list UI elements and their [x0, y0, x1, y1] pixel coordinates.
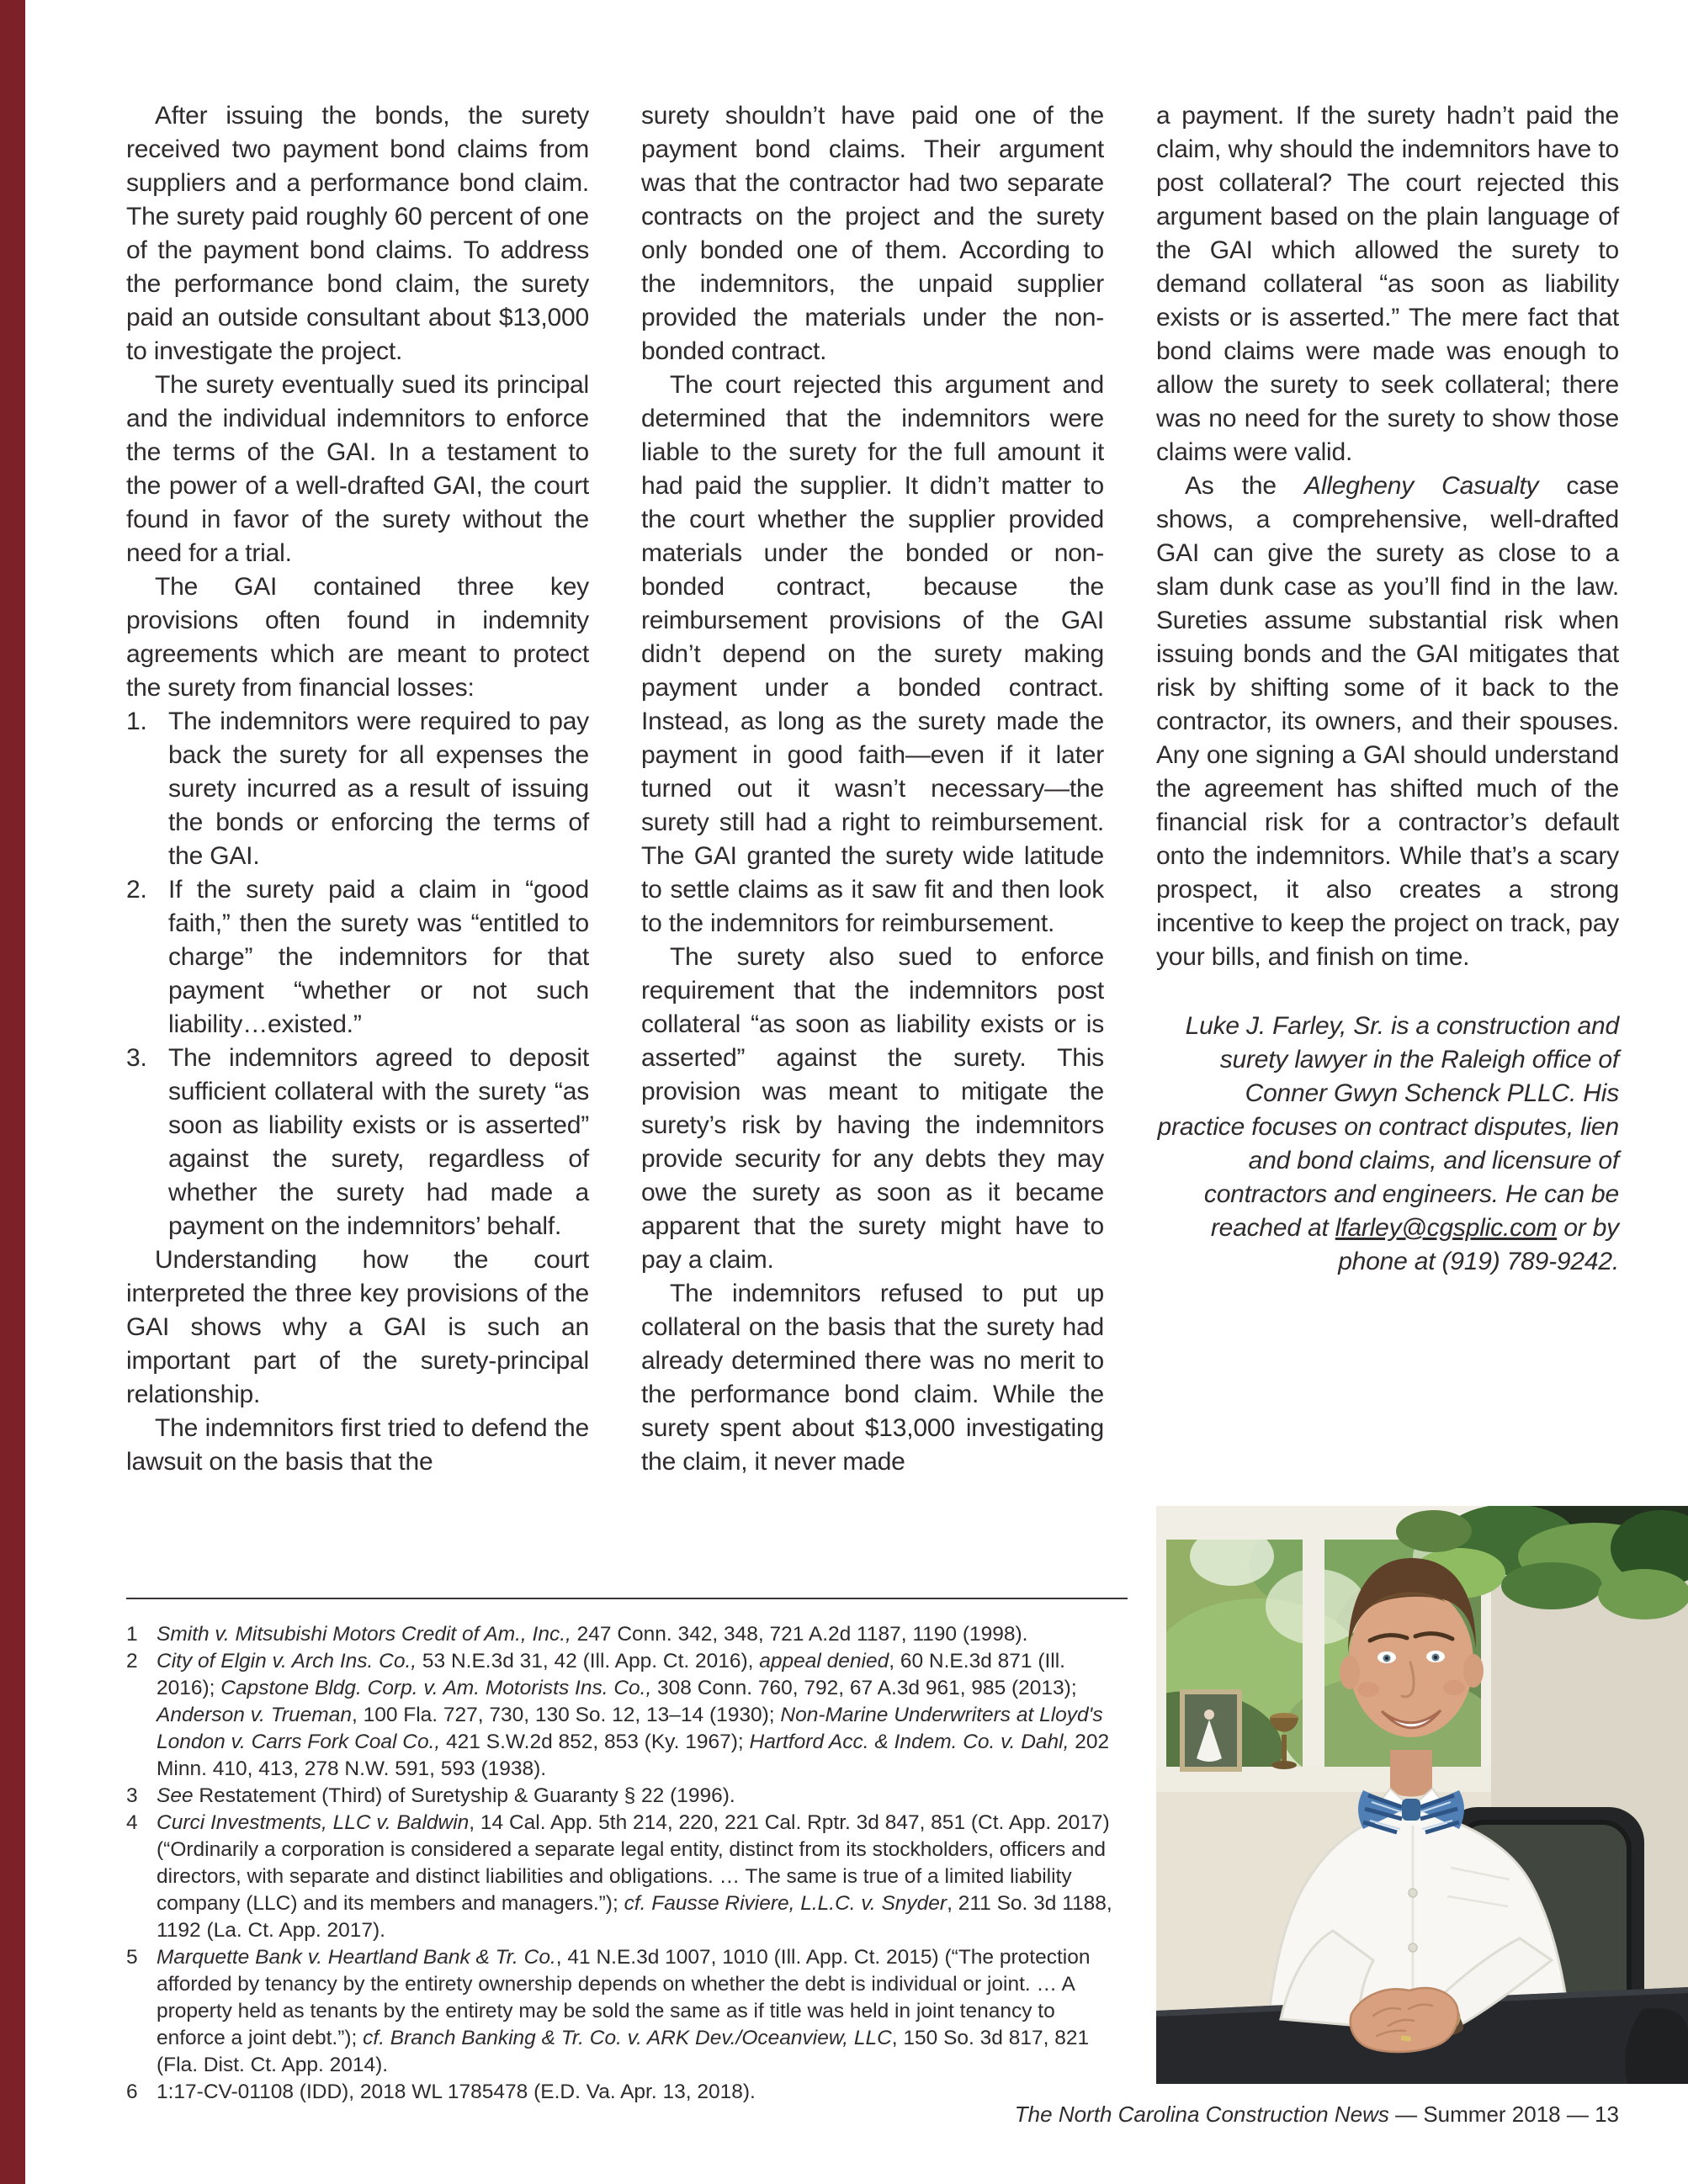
case-name: Allegheny Casualty — [1304, 472, 1539, 500]
footnote-text: 1:17-CV-01108 (IDD), 2018 WL 1785478 (E.D. Va. Apr. 13, 2018). — [157, 2081, 756, 2103]
neck — [1390, 1750, 1432, 1797]
page-info: — Summer 2018 — 13 — [1388, 2102, 1619, 2127]
page-edge-accent-bar — [0, 0, 25, 2184]
footnote-number: 2 — [126, 1650, 138, 1672]
footnote-text: City of Elgin v. Arch Ins. Co., 53 N.E.3d 31, 42 (Ill. App. Ct. 2016), appeal denied, 60 N.E.3d 871 (Ill. 2016); Capstone Bldg. Corp. v. Am. Motorists Ins. Co., 308 Conn. 760, 792, 67 A.3d 961, 985 (2013); Anderson v. Trueman, 100 Fla. 727, 730, 130 So. 12, 13–14 (1930); Non-Marine Underwriters at Lloyd's London v. Carrs Fork Coal Co., 421 S.W.2d 852, 853 (Ky. 1967); Hartford Acc. & Indem. Co. v. Dahl, 202 Minn. 410, 413, 278 N.W. 591, 593 (1938). — [157, 1650, 1110, 1780]
paragraph-text: As the — [1185, 472, 1305, 500]
paragraph: The GAI contained three key provisions often found in indemnity agreements which are meant to protect the surety from financial losses: — [126, 573, 589, 702]
footnote — [126, 2079, 1128, 2106]
paragraph: The indemnitors first tried to defend the lawsuit on the basis that the — [126, 1414, 589, 1476]
footnote — [126, 1783, 1128, 1810]
column-2 — [641, 99, 1104, 1479]
list-item — [126, 705, 589, 873]
paragraph — [1156, 469, 1619, 974]
footnote-number: 1 — [126, 1623, 138, 1646]
paragraph: The court rejected this argument and determined that the indemnitors were liable to the surety for the full amount it had paid the supplier. It didn’t matter to the court whether the supplier provided materials under the bonded or non-bonded contract, because the reimbursement provisions of the GAI didn’t depend on the surety making payment under a bonded contract. Instead, as long as the surety made the payment in good faith—even if it later turned out it wasn’t necessary—the surety still had a right to reimbursement. The GAI granted the surety wide latitude to settle claims as it saw fit and then look to the indemnitors for reimbursement. — [641, 371, 1104, 937]
list-item — [126, 873, 589, 1042]
window-mullion — [1303, 1540, 1324, 1771]
paragraph: The surety eventually sued its principal and the individual indemnitors to enforce the terms of the GAI. In a testament to the power of a well-drafted GAI, the court found in favor of the surety without the need for a trial. — [126, 371, 589, 567]
author-bio-text: Luke J. Farley, Sr. is a construction and surety lawyer in the Raleigh office of Conner Gwyn Schenck PLLC. His practice focuses on contract disputes, lien and bond claims, and licensure of contractors and engineers. He can be reached at — [1157, 1012, 1619, 1242]
column-1 — [126, 99, 589, 1479]
list-item-text: If the surety paid a claim in “good faith,” then the surety was “entitled to charge” the indemnitors for that payment “whether or not such liability…existed.” — [168, 876, 589, 1038]
column-3 — [1156, 99, 1619, 1479]
list-number: 1. — [126, 708, 147, 735]
article-body — [126, 99, 1619, 1479]
list-number: 3. — [126, 1044, 147, 1072]
paragraph: After issuing the bonds, the surety received two payment bond claims from suppliers and a performance bond claim. The surety paid roughly 60 percent of one of the payment bond claims. To address the performance bond claim, the surety paid an outside consultant about $13,000 to investigate the project. — [126, 102, 589, 365]
footnote-number: 6 — [126, 2081, 138, 2103]
paragraph: The indemnitors refused to put up collateral on the basis that the surety had already determined there was no merit to the performance bond claim. While the surety spent about $13,000 investigating the claim, it never made — [641, 1280, 1104, 1476]
paragraph: The surety also sued to enforce requirement that the indemnitors post collateral “as soon as liability exists or is asserted” against the surety. This provision was meant to mitigate the surety’s risk by having the indemnitors provide security for any debts they may owe the surety as soon as it became apparent that the surety might have to pay a claim. — [641, 943, 1104, 1274]
list-item-text: The indemnitors were required to pay back the surety for all expenses the surety incurred as a result of issuing the bonds or enforcing the terms of the GAI. — [168, 708, 589, 870]
footnote — [126, 1810, 1128, 1944]
publication-title: The North Carolina Construction News — [1014, 2102, 1389, 2127]
paragraph: a payment. If the surety hadn’t paid the claim, why should the indemnitors have to post collateral? The court rejected this argument based on the plain language of the GAI which allowed the surety to demand collateral “as soon as liability exists or is asserted.” The mere fact that bond claims were made was enough to allow the surety to seek collateral; there was no need for the surety to show those claims were valid. — [1156, 102, 1619, 466]
list-item — [126, 1042, 589, 1243]
list-number: 2. — [126, 876, 147, 904]
list-item-text: The indemnitors agreed to deposit sufficient collateral with the surety “as soon as liability exists or is asserted” against the surety, regardless of whether the surety had made a payment on the indemnitors’ behalf. — [168, 1044, 589, 1240]
paragraph: Understanding how the court interpreted the three key provisions of the GAI shows why a GAI is such an important part of the surety-principal relationship. — [126, 1246, 589, 1408]
author-photo — [1156, 1506, 1688, 2084]
footnote — [126, 1621, 1128, 1648]
author-bio-text: or by phone at (919) 789-9242. — [1338, 1214, 1619, 1275]
footnote — [126, 1648, 1128, 1783]
paragraph: surety shouldn’t have paid one of the payment bond claims. Their argument was that the contractor had two separate contracts on the project and the surety only bonded one of them. According to the indemnitors, the unpaid supplier provided the materials under the non-bonded contract. — [641, 102, 1104, 365]
footnote-number: 5 — [126, 1946, 138, 1969]
author-bio — [1156, 1010, 1619, 1279]
footnote-number: 3 — [126, 1784, 138, 1807]
framed-photo — [1180, 1689, 1242, 1772]
footnote-divider — [126, 1598, 1128, 1599]
footnotes-section — [126, 1598, 1128, 2106]
footnote — [126, 1944, 1128, 2079]
footnote-text: See Restatement (Third) of Suretyship & Guaranty § 22 (1996). — [157, 1784, 735, 1807]
clasped-hands — [1351, 1988, 1458, 2052]
footnote-text: Marquette Bank v. Heartland Bank & Tr. Co., 41 N.E.3d 1007, 1010 (Ill. App. Ct. 2015) (“The protection afforded by tenancy by the entirety ownership depends on whether the debt is individual or joint. … A property held as tenants by the entirety may be sold the same as if title was held in joint tenancy to enforce a joint debt.”); cf. Branch Banking & Tr. Co. v. ARK Dev./Oceanview, LLC, 150 So. 3d 817, 821 (Fla. Dist. Ct. App. 2014). — [157, 1946, 1091, 2076]
email-link[interactable]: lfarley@cgsplic.com — [1335, 1214, 1558, 1242]
footnote-text: Smith v. Mitsubishi Motors Credit of Am., Inc., 247 Conn. 342, 348, 721 A.2d 1187, 1190 (1998). — [157, 1623, 1028, 1646]
footnote-text: Curci Investments, LLC v. Baldwin, 14 Cal. App. 5th 214, 220, 221 Cal. Rptr. 3d 847, 851 (Ct. App. 2017) (“Ordinarily a corporation is considered a separate legal entity, distinct from its stockholders, officers and directors, with separate and distinct liabilities and obligations. … The same is true of a limited liability company (LLC) and its members and managers.”); cf. Fausse Riviere, L.L.C. v. Snyder, 211 So. 3d 1188, 1192 (La. Ct. App. 2017). — [157, 1811, 1112, 1942]
footnote-number: 4 — [126, 1811, 138, 1834]
page-footer — [1015, 2102, 1619, 2128]
paragraph-text: case shows, a comprehensive, well-drafted GAI can give the surety as close to a slam dunk case as you’ll find in the law. Sureties assume substantial risk when issuing bonds and the GAI mitigates that risk by shifting some of it back to the contractor, its owners, and their spouses. Any one signing a GAI should understand the agreement has shifted much of the financial risk for a contractor’s default onto the indemnitors. While that’s a scary prospect, it also creates a strong incentive to keep the project on track, pay your bills, and finish on time. — [1156, 472, 1620, 971]
